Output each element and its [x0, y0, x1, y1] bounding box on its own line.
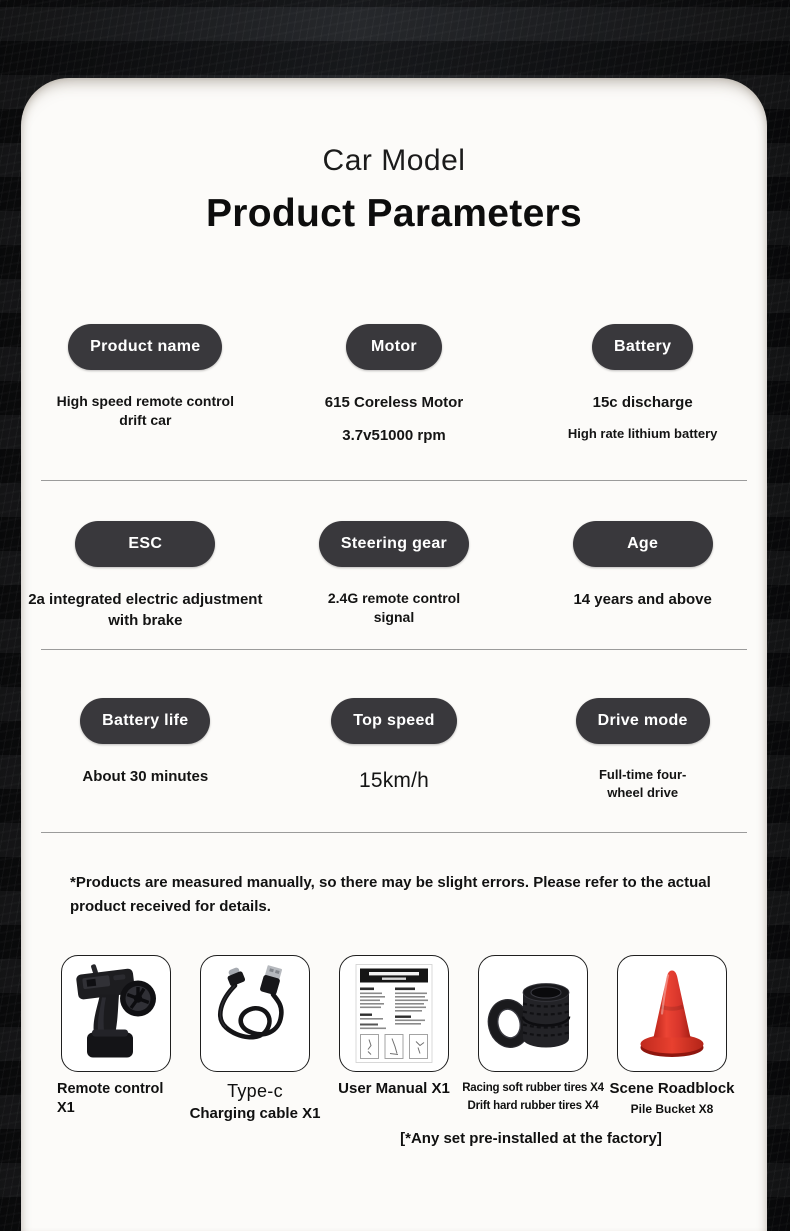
package-item-name: User Manual X1 — [338, 1080, 450, 1098]
package-item-name: Remote control — [57, 1081, 164, 1098]
spec-row-2 — [21, 521, 767, 631]
pill-label: ESC — [128, 535, 163, 552]
package-item-remote-control — [57, 955, 171, 1124]
package-item-label — [451, 1080, 615, 1115]
user-manual-photo — [339, 955, 449, 1072]
roadblock-photo — [617, 955, 727, 1072]
package-item-qty: Charging cable X1 — [189, 1104, 321, 1122]
measurement-disclaimer: *Products are measured manually, so there may be slight errors. Please refer to the actual product received for details. — [70, 874, 711, 916]
spec-row-3 — [21, 698, 767, 802]
spec-motor — [270, 324, 519, 446]
spec-value-line: High rate lithium battery — [567, 426, 718, 441]
charging-cable-photo — [200, 955, 310, 1072]
spec-value-line: 15km/h — [358, 769, 430, 792]
card-subtitle: Car Model — [322, 144, 466, 177]
spec-value-line: 15c discharge — [592, 394, 693, 411]
battery-pill — [592, 324, 693, 370]
steering-gear-pill — [319, 521, 469, 567]
battery-life-pill — [80, 698, 210, 744]
package-contents-row — [21, 955, 767, 1124]
package-item-tires — [462, 955, 604, 1124]
package-item-name-2: Drift hard rubber tires X4 — [467, 1099, 599, 1112]
package-item-name: Racing soft rubber tires X4 — [462, 1082, 604, 1095]
charging-cable-icon — [205, 961, 305, 1066]
package-item-label — [319, 1080, 469, 1099]
age-pill — [573, 521, 713, 567]
spec-top-speed — [270, 698, 519, 802]
esc-pill — [75, 521, 215, 567]
package-item-qty: X1 — [57, 1099, 75, 1116]
pill-label: Product name — [90, 338, 201, 355]
rubber-tires-photo — [478, 955, 588, 1072]
package-item-label — [180, 1080, 330, 1124]
section-divider — [41, 832, 747, 833]
section-divider — [41, 480, 747, 481]
spec-row-1 — [21, 324, 767, 446]
spec-steering-gear — [270, 521, 519, 631]
spec-value-line: 2.4G remote control — [327, 590, 461, 606]
remote-control-photo — [61, 955, 171, 1072]
spec-value-line: wheel drive — [607, 785, 679, 801]
spec-value-line: drift car — [119, 411, 172, 428]
spec-value-line: 14 years and above — [573, 591, 712, 608]
spec-age — [518, 521, 767, 631]
spec-value-line: About 30 minutes — [82, 768, 209, 785]
package-item-roadblock — [609, 955, 735, 1124]
spec-value-line: 3.7v51000 rpm — [342, 427, 446, 444]
factory-preinstall-note: [*Any set pre-installed at the factory] — [400, 1129, 662, 1147]
package-item-name: Scene Roadblock — [609, 1080, 735, 1098]
pill-label: Top speed — [353, 712, 435, 729]
spec-product-name — [21, 324, 270, 446]
page-title: Product Parameters — [205, 192, 583, 235]
spec-value-line: Full-time four- — [598, 767, 687, 782]
rubber-tires-icon — [483, 961, 583, 1066]
package-item-label — [597, 1080, 747, 1118]
package-item-qty: Pile Bucket X8 — [630, 1102, 714, 1117]
top-speed-pill — [331, 698, 457, 744]
pill-label: Battery — [614, 338, 672, 355]
user-manual-icon — [344, 961, 444, 1066]
spec-value-line: 2a integrated electric adjustment — [28, 591, 263, 608]
pill-label: Age — [627, 535, 659, 552]
spec-drive-mode — [518, 698, 767, 802]
spec-value-line: High speed remote control — [56, 393, 234, 409]
product-parameters-card — [21, 78, 767, 1231]
spec-battery-life — [21, 698, 270, 802]
spec-value-line: signal — [373, 608, 415, 625]
spec-esc — [21, 521, 270, 631]
pill-label: Steering gear — [340, 535, 448, 552]
spec-value-line: 615 Coreless Motor — [324, 394, 464, 411]
motor-pill — [346, 324, 442, 370]
spec-value-line: with brake — [108, 612, 183, 629]
package-item-charging-cable — [189, 955, 321, 1124]
pill-label: Motor — [371, 338, 417, 355]
roadblock-cone-icon — [622, 961, 722, 1066]
section-divider — [41, 649, 747, 650]
drive-mode-pill — [576, 698, 710, 744]
product-name-pill — [68, 324, 222, 370]
package-item-name: Type-c — [227, 1081, 283, 1102]
package-item-user-manual — [339, 955, 449, 1124]
spec-battery — [518, 324, 767, 446]
package-item-label — [57, 1080, 175, 1116]
pill-label: Battery life — [102, 712, 189, 729]
pill-label: Drive mode — [597, 712, 688, 729]
remote-control-icon — [66, 961, 166, 1066]
